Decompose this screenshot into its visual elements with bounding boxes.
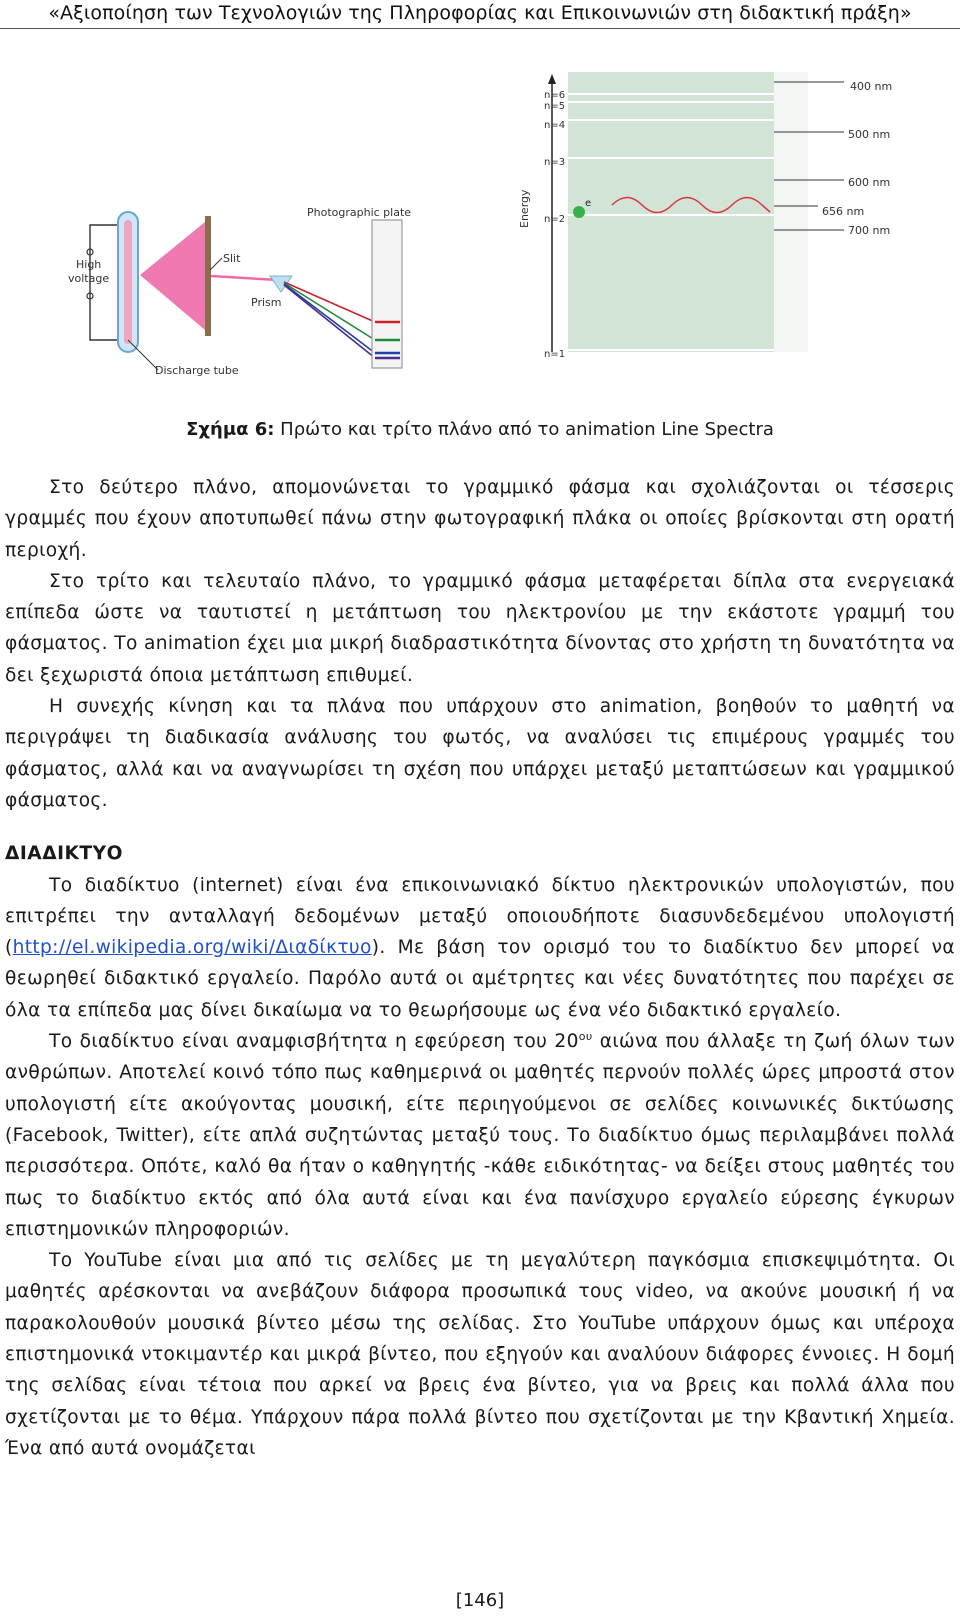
paragraph-1: Στο δεύτερο πλάνο, απομονώνεται το γραμμικό φάσμα και σχολιάζονται οι τέσσερις γραμμές που έχουν αποτυπωθεί πάνω στην φωτογραφική πλάκα οι οποίες βρίσκονται στη ορατή περιοχή. (5, 477, 955, 561)
wavelength-400-label: 400 nm (850, 80, 893, 93)
caption-label: Σχήμα 6: (186, 419, 275, 440)
ray-red (284, 282, 375, 322)
ray-blue (284, 284, 375, 353)
page-number: [146] (455, 1590, 505, 1611)
photographic-plate (372, 220, 402, 368)
energy-axis-arrow (548, 74, 556, 84)
level-n3-label: n=3 (544, 157, 566, 168)
figure-line-spectra (0, 40, 960, 380)
wavelength-500-label: 500 nm (848, 128, 891, 141)
wavelength-700-label: 700 nm (848, 224, 891, 237)
line-spectra-illustration (0, 40, 960, 380)
section-heading: ΔΙΑΔΙΚΤΥΟ (5, 843, 123, 865)
figure-caption (0, 418, 960, 442)
tube-glow (124, 220, 132, 344)
prism-label: Prism (251, 296, 282, 309)
electron-dot (573, 206, 585, 218)
level-n6-label: n=6 (544, 90, 566, 101)
paragraph-4: Το διαδίκτυο (internet) είναι ένα επικοινωνιακό δίκτυο ηλεκτρονικών υπολογιστών, που επιτρέπει την ανταλλαγή δεδομένων μεταξύ οποιουδήποτε διασυνδεδεμένου υπολογιστή (http://el.wikipedia.org/wiki/Διαδίκτυο). Με βάση τον ορισμό του το διαδίκτυο δεν μπορεί να θεωρηθεί διδακτικό εργαλείο. Παρόλο αυτά οι αμέτρητες και νέες δυνατότητες που παρέχει σε όλα τα επίπεδα μας δίνει δικαίωμα να το θεωρήσουμε ως ένα νέο διδακτικό εργαλείο. (5, 874, 955, 1021)
level-n2-label: n=2 (544, 214, 566, 225)
paragraph-2: Στο τρίτο και τελευταίο πλάνο, το γραμμικό φάσμα μεταφέρεται δίπλα στα ενεργειακά επίπεδα ώστε να ταυτιστεί η μετάπτωση του ηλεκτρονίου με την εκάστοτε γραμμή του φάσματος. Το animation έχει μια μικρή διαδραστικότητα δίνοντας στο χρήστη τη δυνατότητα να δει ξεχωριστά όποια μετάπτωση επιθυμεί. (5, 570, 955, 686)
collimated-beam (211, 276, 278, 280)
caption-text: Πρώτο και τρίτο πλάνο από το animation Line Spectra (274, 419, 774, 440)
discharge-tube-label: Discharge tube (155, 364, 239, 377)
ray-green (284, 283, 375, 340)
level-n4-label: n=4 (544, 120, 566, 131)
running-header: «Αξιοποίηση των Τεχνολογιών της Πληροφορίας και Επικοινωνιών στη διδακτική πράξη» (0, 0, 960, 29)
wavelength-656-label: 656 nm (822, 205, 865, 218)
wavelength-strip (774, 72, 808, 352)
body-text (5, 472, 955, 1464)
voltage-label: voltage (68, 272, 110, 285)
electron-label: e (585, 198, 592, 209)
slit-leader (210, 258, 222, 270)
level-n1-label: n=1 (544, 349, 566, 360)
energy-level-panel (568, 72, 774, 352)
paragraph-3: Η συνεχής κίνηση και τα πλάνα που υπάρχουν στο animation, βοηθούν το μαθητή να περιγράψει τη διαδικασία ανάλυσης του φωτός, να αναλύσει τις επιμέρους γραμμές του φάσματος, αλλά και να αναγνωρίσει τη σχέση που υπάρχει μεταξύ μεταπτώσεων και γραμμικού φάσματος. (5, 696, 955, 811)
light-beam-cone (140, 222, 205, 330)
superscript-ou: ου (578, 1029, 593, 1043)
slit-screen (205, 216, 211, 336)
paragraph-5: Το διαδίκτυο είναι αναμφισβήτητα η εφεύρεση του $20^{o\upsilon}$ αιώνα που άλλαξε τη ζωή όλων των ανθρώπων. Αποτελεί κοινό τόπο πως καθημερινά οι μαθητές περνούν πολλές ώρες μπροστά στον υπολογιστή είτε ακούγοντας μουσική, είτε περιηγούμενοι σε σελίδες κοινωνικές δικτύωσης (Facebook, Twitter), είτε απλά συζητώντας μεταξύ τους. Το διαδίκτυο όμως περιλαμβάνει πολλά περισσότερα. Οπότε, καλό θα ήταν ο καθηγητής -κάθε ειδικότητας- να δείξει στους μαθητές του πως το διαδίκτυο εκτός από όλα αυτά είναι και ένα πανίσχυρο εργαλείο εύρεσης έγκυρων επιστημονικών πληροφοριών. (5, 1029, 955, 1240)
high-label: High (76, 258, 102, 271)
level-n5-label: n=5 (544, 101, 566, 112)
paragraph-6: Το YouTube είναι μια από τις σελίδες με τη μεγαλύτερη παγκόσμια επισκεψιμότητα. Οι μαθητές αρέσκονται να ανεβάζουν διάφορα προσωπικά τους video, να ακούνε μουσική ή να παρακολουθούν μουσικά βίντεο μέσω της σελίδας. Στο YouTube υπάρχουν όμως και υπέροχα επιστημονικά ντοκιμαντέρ και μικρά βίντεο, που εξηγούν και αναλύουν διάφορες έννοιες. Η δομή της σελίδας είναι τέτοια που αρκεί να βρεις ένα βίντεο, για να βρεις και πολλά άλλα που σχετίζονται με το θέμα. Υπάρχουν πάρα πολλά βίντεο που σχετίζονται με την Κβαντική Χημεία. Ένα από αυτά ονομάζεται (5, 1250, 955, 1459)
photographic-plate-label: Photographic plate (307, 206, 412, 219)
wavelength-600-label: 600 nm (848, 176, 891, 189)
ray-violet (284, 285, 375, 358)
slit-label: Slit (223, 252, 241, 265)
energy-axis-label: Energy (518, 189, 531, 228)
tube-leader (128, 340, 158, 370)
wikipedia-link[interactable]: http://el.wikipedia.org/wiki/Διαδίκτυο (12, 937, 372, 959)
